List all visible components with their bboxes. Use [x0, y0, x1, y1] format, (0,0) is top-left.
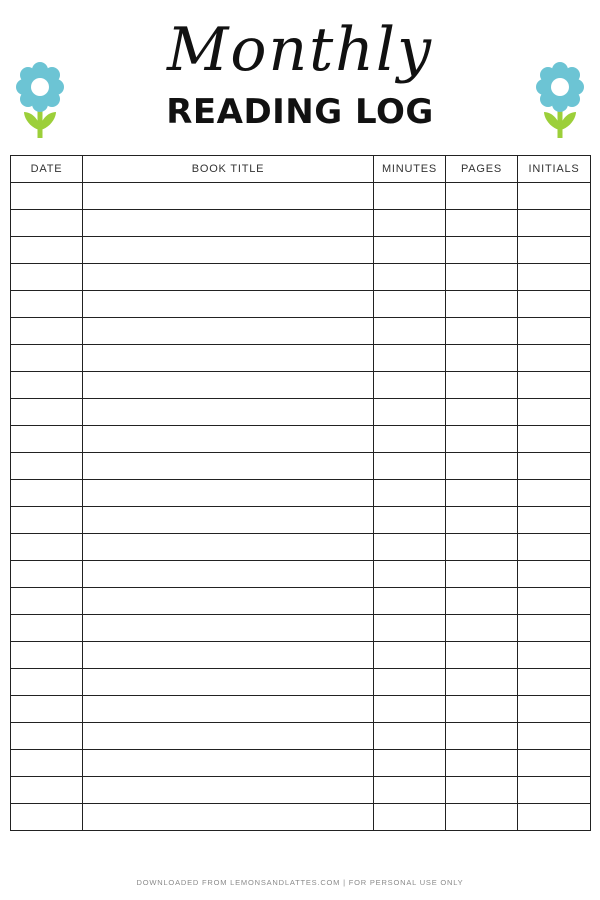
date-cell[interactable]	[11, 372, 83, 399]
date-cell[interactable]	[11, 588, 83, 615]
initials-cell[interactable]	[518, 210, 591, 237]
initials-cell[interactable]	[518, 588, 591, 615]
minutes-cell[interactable]	[374, 588, 446, 615]
date-cell[interactable]	[11, 777, 83, 804]
minutes-cell[interactable]	[374, 426, 446, 453]
book-title-cell[interactable]	[83, 750, 374, 777]
pages-cell[interactable]	[446, 507, 518, 534]
minutes-cell[interactable]	[374, 507, 446, 534]
minutes-cell[interactable]	[374, 291, 446, 318]
initials-cell[interactable]	[518, 534, 591, 561]
pages-cell[interactable]	[446, 615, 518, 642]
table-row	[11, 291, 591, 318]
minutes-cell[interactable]	[374, 480, 446, 507]
book-title-cell[interactable]	[83, 318, 374, 345]
date-cell[interactable]	[11, 183, 83, 210]
pages-cell[interactable]	[446, 750, 518, 777]
initials-cell[interactable]	[518, 453, 591, 480]
table-row	[11, 723, 591, 750]
minutes-cell[interactable]	[374, 534, 446, 561]
table-row	[11, 534, 591, 561]
column-header-date: DATE	[11, 156, 83, 183]
pages-cell[interactable]	[446, 588, 518, 615]
table-row	[11, 804, 591, 831]
pages-cell[interactable]	[446, 561, 518, 588]
initials-cell[interactable]	[518, 669, 591, 696]
initials-cell[interactable]	[518, 291, 591, 318]
initials-cell[interactable]	[518, 345, 591, 372]
minutes-cell[interactable]	[374, 237, 446, 264]
minutes-cell[interactable]	[374, 183, 446, 210]
minutes-cell[interactable]	[374, 642, 446, 669]
book-title-cell[interactable]	[83, 345, 374, 372]
pages-cell[interactable]	[446, 264, 518, 291]
initials-cell[interactable]	[518, 804, 591, 831]
initials-cell[interactable]	[518, 696, 591, 723]
initials-cell[interactable]	[518, 399, 591, 426]
column-header-minutes: MINUTES	[374, 156, 446, 183]
book-title-cell[interactable]	[83, 642, 374, 669]
book-title-cell[interactable]	[83, 237, 374, 264]
book-title-cell[interactable]	[83, 723, 374, 750]
footer-credit: DOWNLOADED FROM LEMONSANDLATTES.COM | FOR PERSONAL USE ONLY	[136, 878, 464, 887]
table-row	[11, 777, 591, 804]
date-cell[interactable]	[11, 696, 83, 723]
minutes-cell[interactable]	[374, 615, 446, 642]
date-cell[interactable]	[11, 264, 83, 291]
date-cell[interactable]	[11, 804, 83, 831]
date-cell[interactable]	[11, 237, 83, 264]
minutes-cell[interactable]	[374, 669, 446, 696]
book-title-cell[interactable]	[83, 669, 374, 696]
initials-cell[interactable]	[518, 318, 591, 345]
table-row	[11, 453, 591, 480]
date-cell[interactable]	[11, 345, 83, 372]
minutes-cell[interactable]	[374, 264, 446, 291]
book-title-cell[interactable]	[83, 507, 374, 534]
pages-cell[interactable]	[446, 399, 518, 426]
date-cell[interactable]	[11, 723, 83, 750]
table-row	[11, 507, 591, 534]
date-cell[interactable]	[11, 480, 83, 507]
pages-cell[interactable]	[446, 480, 518, 507]
initials-cell[interactable]	[518, 426, 591, 453]
date-cell[interactable]	[11, 750, 83, 777]
table-row	[11, 750, 591, 777]
minutes-cell[interactable]	[374, 777, 446, 804]
date-cell[interactable]	[11, 291, 83, 318]
pages-cell[interactable]	[446, 237, 518, 264]
book-title-cell[interactable]	[83, 777, 374, 804]
initials-cell[interactable]	[518, 183, 591, 210]
pages-cell[interactable]	[446, 183, 518, 210]
table-row	[11, 399, 591, 426]
initials-cell[interactable]	[518, 615, 591, 642]
pages-cell[interactable]	[446, 669, 518, 696]
table-row	[11, 264, 591, 291]
initials-cell[interactable]	[518, 264, 591, 291]
minutes-cell[interactable]	[374, 453, 446, 480]
table-row	[11, 372, 591, 399]
book-title-cell[interactable]	[83, 534, 374, 561]
minutes-cell[interactable]	[374, 750, 446, 777]
minutes-cell[interactable]	[374, 804, 446, 831]
initials-cell[interactable]	[518, 480, 591, 507]
table-row	[11, 696, 591, 723]
table-row	[11, 615, 591, 642]
table-row	[11, 426, 591, 453]
pages-cell[interactable]	[446, 642, 518, 669]
table-row	[11, 210, 591, 237]
pages-cell[interactable]	[446, 723, 518, 750]
book-title-cell[interactable]	[83, 372, 374, 399]
pages-cell[interactable]	[446, 291, 518, 318]
book-title-cell[interactable]	[83, 426, 374, 453]
pages-cell[interactable]	[446, 210, 518, 237]
book-title-cell[interactable]	[83, 264, 374, 291]
column-header-initials: INITIALS	[518, 156, 591, 183]
date-cell[interactable]	[11, 507, 83, 534]
pages-cell[interactable]	[446, 696, 518, 723]
date-cell[interactable]	[11, 318, 83, 345]
table-row	[11, 588, 591, 615]
book-title-cell[interactable]	[83, 183, 374, 210]
book-title-cell[interactable]	[83, 615, 374, 642]
initials-cell[interactable]	[518, 642, 591, 669]
flower-icon	[532, 60, 588, 140]
table-row	[11, 480, 591, 507]
minutes-cell[interactable]	[374, 372, 446, 399]
date-cell[interactable]	[11, 399, 83, 426]
date-cell[interactable]	[11, 561, 83, 588]
pages-cell[interactable]	[446, 777, 518, 804]
minutes-cell[interactable]	[374, 318, 446, 345]
book-title-cell[interactable]	[83, 399, 374, 426]
date-cell[interactable]	[11, 426, 83, 453]
minutes-cell[interactable]	[374, 399, 446, 426]
column-header-pages: PAGES	[446, 156, 518, 183]
pages-cell[interactable]	[446, 318, 518, 345]
date-cell[interactable]	[11, 453, 83, 480]
date-cell[interactable]	[11, 615, 83, 642]
pages-cell[interactable]	[446, 372, 518, 399]
table-row	[11, 237, 591, 264]
table-body	[11, 183, 591, 831]
book-title-cell[interactable]	[83, 561, 374, 588]
minutes-cell[interactable]	[374, 696, 446, 723]
table-row	[11, 183, 591, 210]
initials-cell[interactable]	[518, 777, 591, 804]
table-header-row	[11, 156, 591, 183]
initials-cell[interactable]	[518, 237, 591, 264]
page-title: READING LOG	[166, 92, 434, 132]
date-cell[interactable]	[11, 210, 83, 237]
initials-cell[interactable]	[518, 723, 591, 750]
flower-icon	[12, 60, 68, 140]
column-header-book-title: BOOK TITLE	[83, 156, 374, 183]
table-row	[11, 669, 591, 696]
initials-cell[interactable]	[518, 750, 591, 777]
book-title-cell[interactable]	[83, 480, 374, 507]
reading-log-table	[10, 155, 591, 831]
minutes-cell[interactable]	[374, 345, 446, 372]
minutes-cell[interactable]	[374, 723, 446, 750]
pages-cell[interactable]	[446, 534, 518, 561]
book-title-cell[interactable]	[83, 696, 374, 723]
page-header	[0, 0, 600, 150]
table-row	[11, 642, 591, 669]
pages-cell[interactable]	[446, 426, 518, 453]
book-title-cell[interactable]	[83, 453, 374, 480]
minutes-cell[interactable]	[374, 561, 446, 588]
initials-cell[interactable]	[518, 372, 591, 399]
book-title-cell[interactable]	[83, 210, 374, 237]
date-cell[interactable]	[11, 642, 83, 669]
date-cell[interactable]	[11, 534, 83, 561]
initials-cell[interactable]	[518, 507, 591, 534]
page-title-script: Monthly	[166, 15, 434, 85]
table-row	[11, 561, 591, 588]
date-cell[interactable]	[11, 669, 83, 696]
table-row	[11, 318, 591, 345]
table-row	[11, 345, 591, 372]
book-title-cell[interactable]	[83, 588, 374, 615]
book-title-cell[interactable]	[83, 804, 374, 831]
pages-cell[interactable]	[446, 345, 518, 372]
pages-cell[interactable]	[446, 453, 518, 480]
initials-cell[interactable]	[518, 561, 591, 588]
minutes-cell[interactable]	[374, 210, 446, 237]
pages-cell[interactable]	[446, 804, 518, 831]
book-title-cell[interactable]	[83, 291, 374, 318]
